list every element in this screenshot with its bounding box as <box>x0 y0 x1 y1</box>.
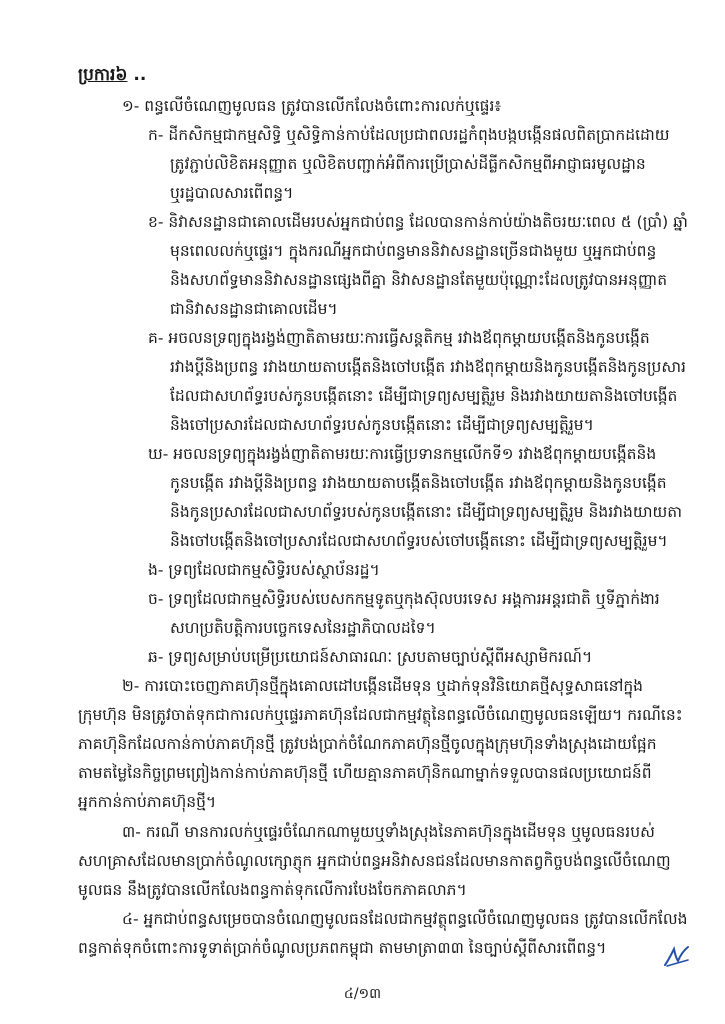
clause-3-line-3: មូលធន នឹងត្រូវបានលើកលែងពន្ធកាត់ទុកលើការបែងចែកភាគលាភ។ <box>78 881 467 899</box>
page-number: ៤/១៣ <box>343 986 382 1002</box>
item-kha-line-2: មុនពេលលក់ឬផ្ទេរ។ ក្នុងករណីអ្នកជាប់ពន្ធមាននិវាសនដ្ឋានច្រើនជាងមួយ ឬអ្នកជាប់ពន្ធ <box>170 242 657 260</box>
item-ka-line-3: ឬរដ្ឋបាលសារពើពន្ធ។ <box>170 184 294 202</box>
article-label: ប្រការ៦ <box>78 65 128 85</box>
item-ka-line-1: ក- ដីកសិកម្មជាកម្មសិទ្ធិ ឬសិទ្ធិកាន់កាប់ដែលប្រជាពលរដ្ឋកំពុងបង្កបង្កើនផលពិតប្រាកដដោយ <box>148 126 670 144</box>
clause-2-line-4: តាមតម្លៃនៃកិច្ចព្រមព្រៀងកាន់កាប់ភាគហ៊ុនថ្មី ហើយគ្មានភាគហ៊ុនិកណាម្នាក់ទទួលបានផលប្រយោជន៍ពី <box>78 764 652 782</box>
clause-3-line-1: ៣- ករណី មានការលក់ឬផ្ទេរចំណែកណាមួយឬទាំងស្រុងនៃភាគហ៊ុនក្នុងដើមទុន ឬមូលធនរបស់ <box>122 823 655 841</box>
item-kha-line-3: និងសហព័ទ្ធមាននិវាសនដ្ឋានផ្សេងពីគ្នា និវាសនដ្ឋានតែមួយប៉ុណ្ណោះដែលត្រូវបានអនុញ្ញាត <box>170 271 668 289</box>
initials-signature-icon <box>664 945 690 967</box>
clause-2-line-3: ភាគហ៊ុនិកដែលកាន់កាប់ភាគហ៊ុនថ្មី ត្រូវបង់ប្រាក់ចំណែកភាគហ៊ុនថ្មីចូលក្នុងក្រុមហ៊ុនទាំងស្រុងដោយផ្អែក <box>78 735 657 753</box>
item-cha-line-1: ច- ទ្រព្យដែលជាកម្មសិទ្ធិរបស់បេសកកម្មទូតឬកុងស៊ុលបរទេស អង្គការអន្តរជាតិ ឬទីភ្នាក់ងារ <box>148 590 660 608</box>
item-chha-line-1: ឆ- ទ្រព្យសម្រាប់បម្រើប្រយោជន៍សាធារណៈ ស្របតាមច្បាប់ស្ដីពីអស្សាមិករណ៍។ <box>148 648 593 666</box>
clause-4-line-2: ពន្ធកាត់ទុកចំពោះការទូទាត់ប្រាក់ចំណូលប្រភពកម្ពុជា តាមមាត្រា៣៣ នៃច្បាប់ស្ដីពីសារពើពន្ធ។ <box>78 939 607 957</box>
item-kha-line-1: ខ- និវាសនដ្ឋានជាគោលដើមរបស់អ្នកជាប់ពន្ធ ដែលបានកាន់កាប់យ៉ាងតិចរយៈពេល ៥ (ប្រាំ) ឆ្នាំ <box>148 213 688 231</box>
item-ko-line-2: រវាងប្ដីនិងប្រពន្ធ រវាងយាយតាបង្កើតនិងចៅបង្កើត រវាងឪពុកម្ដាយនិងកូនបង្កើតនិងកូនប្រសារ <box>170 358 686 376</box>
item-ko-line-1: គ- អចលនទ្រព្យក្នុងរង្វង់ញាតិតាមរយៈការធ្វើសន្តតិកម្ម រវាងឪពុកម្ដាយបង្កើតនិងកូនបង្កើត <box>148 329 650 347</box>
item-cha-line-2: សហប្រតិបត្តិការបច្ចេកទេសនៃរដ្ឋាភិបាលដទៃ។ <box>170 619 436 637</box>
item-kho-line-2: កូនបង្កើត រវាងប្ដីនិងប្រពន្ធ រវាងយាយតាបង្កើតនិងចៅបង្កើត រវាងឪពុកម្ដាយនិងកូនបង្កើត <box>170 474 667 492</box>
clause-2-line-1: ២- ការបោះចេញភាគហ៊ុនថ្មីក្នុងគោលដៅបង្កើនដើមទុន ឬដាក់ទុនវិនិយោគថ្មីសុទ្ធសាធនៅក្នុង <box>122 677 644 695</box>
clause-1-line-1: ១- ពន្ធលើចំណេញមូលធន ត្រូវបានលើកលែងចំពោះការលក់ឬផ្ទេរ៖ <box>122 97 502 115</box>
clause-4-line-1: ៤- អ្នកជាប់ពន្ធសម្រេចបានចំណេញមូលធនដែលជាកម្មវត្ថុពន្ធលើចំណេញមូលធន ត្រូវបានលើកលែង <box>122 910 688 928</box>
item-ka-line-2: ត្រូវភ្ជាប់លិខិតអនុញ្ញាត ឬលិខិតបញ្ជាក់អំពីការប្រើប្រាស់ដីធ្លីកសិកម្មពីអាជ្ញាធរមូលដ្ឋាន <box>170 155 646 173</box>
item-ko-line-3: ដែលជាសហព័ទ្ធរបស់កូនបង្កើតនោះ ដើម្បីជាទ្រព្យសម្បត្តិរួម និងរវាងយាយតានិងចៅបង្កើត <box>170 387 678 405</box>
item-kha-line-4: ជានិវាសនដ្ឋានជាគោលដើម។ <box>170 300 338 318</box>
article-heading <box>78 64 146 89</box>
item-ngo-line-1: ង- ទ្រព្យដែលជាកម្មសិទ្ធិរបស់ស្ថាប័នរដ្ឋ។ <box>148 561 380 579</box>
article-suffix: .. <box>127 65 147 85</box>
clause-2-line-5: អ្នកកាន់កាប់ភាគហ៊ុនថ្មី។ <box>78 793 217 811</box>
clause-2-line-2: ក្រុមហ៊ុន មិនត្រូវចាត់ទុកជាការលក់ឬផ្ទេរភាគហ៊ុនដែលជាកម្មវត្ថុនៃពន្ធលើចំណេញមូលធនឡើយ។ ករណីនេះ <box>78 706 683 724</box>
item-ko-line-4: និងចៅប្រសារដែលជាសហព័ទ្ធរបស់កូនបង្កើតនោះ ដើម្បីជាទ្រព្យសម្បត្តិរួម។ <box>170 416 594 434</box>
item-kho-line-1: ឃ- អចលនទ្រព្យក្នុងរង្វង់ញាតិតាមរយៈការធ្វើប្រទានកម្មលើកទី១ រវាងឪពុកម្ដាយបង្កើតនិង <box>148 445 657 463</box>
item-kho-line-3: និងកូនប្រសារដែលជាសហព័ទ្ធរបស់កូនបង្កើតនោះ ដើម្បីជាទ្រព្យសម្បត្តិរួម និងរវាងយាយតា <box>170 503 683 521</box>
item-kho-line-4: និងចៅបង្កើតនិងចៅប្រសារដែលជាសហព័ទ្ធរបស់ចៅបង្កើតនោះ ដើម្បីជាទ្រព្យសម្បត្តិរួម។ <box>170 532 668 550</box>
clause-3-line-2: សហគ្រាសដែលមានប្រាក់ចំណូលក្សោភ្ញុក អ្នកជាប់ពន្ធអនិវាសនជនដែលមានកាតព្វកិច្ចបង់ពន្ធលើចំណេញ <box>78 852 671 870</box>
